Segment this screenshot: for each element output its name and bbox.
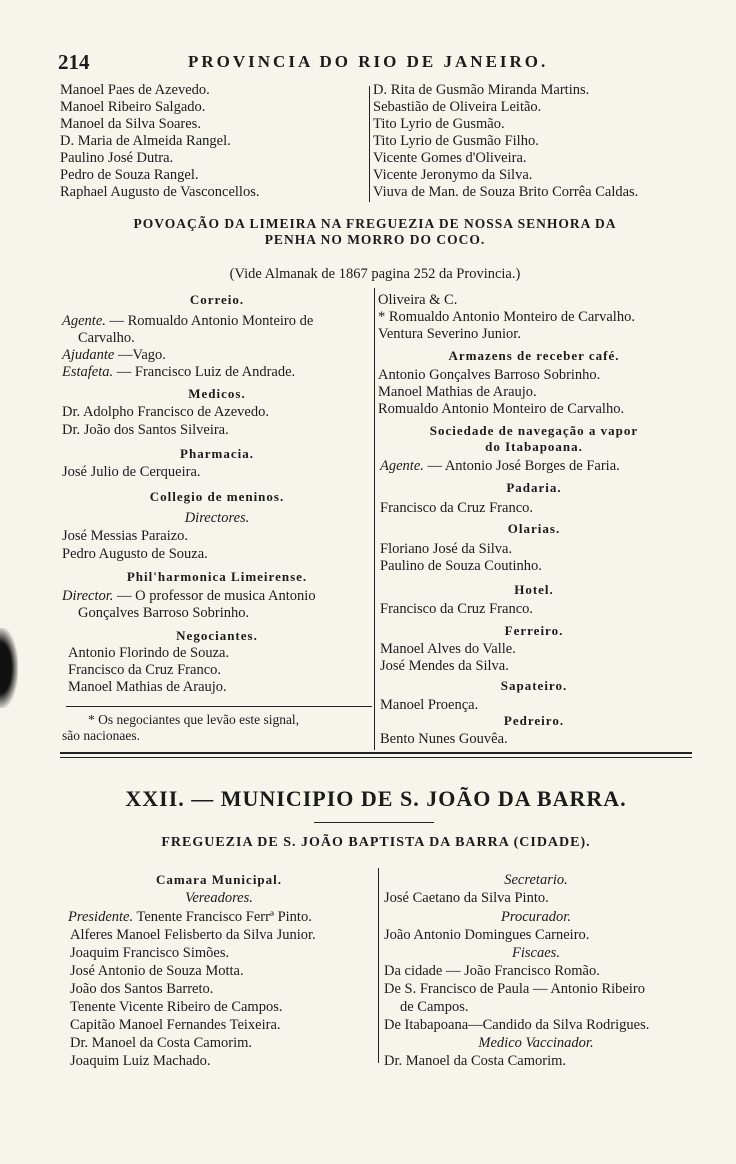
page-title: PROVINCIA DO RIO DE JANEIRO. — [188, 52, 549, 71]
role-label: Agente. — [380, 458, 424, 474]
list-item: Viuva de Man. de Souza Brito Corrêa Caldas. — [373, 184, 639, 200]
list-item: Pedro de Souza Rangel. — [60, 167, 199, 183]
binding-mark — [0, 628, 18, 708]
freguezia-heading: FREGUEZIA DE S. JOÃO BAPTISTA DA BARRA (CIDADE). — [161, 835, 591, 850]
sapateiro-heading: Sapateiro. — [500, 678, 568, 693]
list-item: Manoel Mathias de Araujo. — [378, 384, 537, 400]
list-item: D. Maria de Almeida Rangel. — [60, 133, 231, 149]
list-item: João Antonio Domingues Carneiro. — [384, 927, 590, 943]
agente-entry-cont: Carvalho. — [78, 330, 135, 346]
list-item: Dr. Manoel da Costa Camorim. — [70, 1035, 253, 1051]
list-item: Paulino José Dutra. — [60, 150, 174, 166]
secretario-subheading: Secretario. — [504, 872, 568, 888]
role-text: —Vago. — [117, 347, 166, 363]
list-item: Antonio Gonçalves Barroso Sobrinho. — [378, 367, 601, 383]
list-item: Sebastião de Oliveira Leitão. — [373, 99, 542, 115]
role-text: — Antonio José Borges de Faria. — [427, 458, 620, 474]
list-item: Manoel da Silva Soares. — [60, 116, 201, 132]
section-heading: PENHA NO MORRO DO COCO. — [264, 232, 486, 247]
list-item: Dr. João dos Santos Silveira. — [62, 422, 229, 438]
list-item: Capitão Manoel Fernandes Teixeira. — [70, 1017, 281, 1033]
list-item: Vicente Gomes d'Oliveira. — [373, 150, 527, 166]
medico-subheading: Medico Vaccinador. — [478, 1035, 594, 1051]
role-label: Director. — [62, 588, 114, 604]
list-item: João dos Santos Barreto. — [70, 981, 214, 997]
soc-agente-entry — [380, 458, 620, 475]
list-item: Romualdo Antonio Monteiro de Carvalho. — [378, 401, 625, 417]
collegio-heading: Collegio de meninos. — [149, 489, 285, 504]
list-item: Dr. Manoel da Costa Camorim. — [384, 1053, 567, 1069]
heading-rule — [314, 822, 434, 823]
list-item: Paulino de Souza Coutinho. — [380, 558, 542, 574]
director-entry-cont: Gonçalves Barroso Sobrinho. — [78, 605, 250, 621]
list-item: * Romualdo Antonio Monteiro de Carvalho. — [378, 309, 635, 325]
footnote-cont: são nacionaes. — [62, 728, 140, 743]
list-item: Alferes Manoel Felisberto da Silva Junior. — [70, 927, 316, 943]
list-item: De S. Francisco de Paula — Antonio Ribeiro — [384, 981, 645, 997]
list-item: Antonio Florindo de Souza. — [68, 645, 230, 661]
ajudante-entry — [62, 347, 166, 364]
vereadores-subheading: Vereadores. — [185, 890, 253, 906]
olarias-heading: Olarias. — [507, 521, 561, 536]
list-item: José Antonio de Souza Motta. — [70, 963, 244, 979]
list-item: Dr. Adolpho Francisco de Azevedo. — [62, 404, 269, 420]
list-item: Tito Lyrio de Gusmão. — [373, 116, 505, 132]
list-item: Manoel Ribeiro Salgado. — [60, 99, 206, 115]
column-divider — [378, 868, 379, 1063]
role-text: — O professor de musica Antonio — [117, 588, 316, 604]
list-item: Manoel Mathias de Araujo. — [68, 679, 227, 695]
list-item: Joaquim Luiz Machado. — [70, 1053, 211, 1069]
list-item: Bento Nunes Gouvêa. — [380, 731, 508, 747]
agente-entry — [62, 313, 313, 330]
list-item: Tenente Vicente Ribeiro de Campos. — [70, 999, 283, 1015]
municipio-heading: XXII. — MUNICIPIO DE S. JOÃO DA BARRA. — [125, 786, 627, 811]
list-item: José Mendes da Silva. — [380, 658, 509, 674]
padaria-heading: Padaria. — [506, 480, 562, 495]
column-divider — [374, 288, 375, 750]
philharmonica-heading: Phil'harmonica Limeirense. — [126, 569, 308, 584]
role-text: — Francisco Luiz de Andrade. — [116, 364, 296, 380]
section-heading: POVOAÇÃO DA LIMEIRA NA FREGUEZIA DE NOSSA SENHORA DA — [133, 216, 617, 231]
ferreiro-heading: Ferreiro. — [504, 623, 564, 638]
presidente-entry — [68, 909, 312, 926]
directores-subheading: Directores. — [184, 510, 250, 526]
list-item: Raphael Augusto de Vasconcellos. — [60, 184, 260, 200]
list-item: Vicente Jeronymo da Silva. — [373, 167, 533, 183]
list-item: Manoel Paes de Azevedo. — [60, 82, 210, 98]
pedreiro-heading: Pedreiro. — [503, 713, 565, 728]
list-item: Ventura Severino Junior. — [378, 326, 521, 342]
procurador-subheading: Procurador. — [501, 909, 571, 925]
sociedade-heading-cont: do Itabapoana. — [485, 439, 583, 454]
page-number: 214 — [58, 50, 90, 74]
footnote: * Os negociantes que levão este signal, — [88, 712, 300, 727]
negociantes-heading: Negociantes. — [176, 628, 258, 643]
footnote-rule — [66, 706, 372, 707]
section-note: (Vide Almanak de 1867 pagina 252 da Provincia.) — [229, 266, 521, 282]
list-item: Tito Lyrio de Gusmão Filho. — [373, 133, 539, 149]
list-item: José Julio de Cerqueira. — [62, 464, 201, 480]
fiscaes-subheading: Fiscaes. — [512, 945, 560, 961]
role-text: — Romualdo Antonio Monteiro de — [109, 313, 314, 329]
column-divider — [369, 86, 370, 202]
section-divider — [60, 757, 692, 758]
role-label: Agente. — [62, 313, 106, 329]
list-item: De Itabapoana—Candido da Silva Rodrigues. — [384, 1017, 650, 1033]
list-item: Joaquim Francisco Simões. — [70, 945, 230, 961]
role-label: Ajudante — [62, 347, 115, 363]
correio-heading: Correio. — [189, 292, 245, 307]
director-entry — [62, 588, 316, 605]
sociedade-heading: Sociedade de navegação a vapor — [429, 423, 639, 438]
role-text: Tenente Francisco Ferrª Pinto. — [136, 909, 312, 925]
role-label: Estafeta. — [62, 364, 114, 380]
list-item: Da cidade — João Francisco Romão. — [384, 963, 600, 979]
section-divider — [60, 752, 692, 754]
hotel-heading: Hotel. — [514, 582, 554, 597]
list-item: José Messias Paraizo. — [62, 528, 189, 544]
list-item: Manoel Proença. — [380, 697, 479, 713]
pharmacia-heading: Pharmacia. — [180, 446, 254, 461]
list-item: Francisco da Cruz Franco. — [380, 500, 534, 516]
list-item: Oliveira & C. — [378, 292, 458, 308]
list-item: Pedro Augusto de Souza. — [62, 546, 208, 562]
list-item: Francisco da Cruz Franco. — [68, 662, 222, 678]
armazens-heading: Armazens de receber café. — [448, 348, 620, 363]
list-item: Manoel Alves do Valle. — [380, 641, 516, 657]
list-item: Floriano José da Silva. — [380, 541, 513, 557]
list-item: D. Rita de Gusmão Miranda Martins. — [373, 82, 590, 98]
estafeta-entry — [62, 364, 295, 381]
list-item-cont: de Campos. — [400, 999, 469, 1015]
list-item: Francisco da Cruz Franco. — [380, 601, 534, 617]
role-label: Presidente. — [68, 909, 134, 925]
list-item: José Caetano da Silva Pinto. — [384, 890, 549, 906]
medicos-heading: Medicos. — [188, 386, 246, 401]
camara-heading: Camara Municipal. — [155, 872, 283, 887]
